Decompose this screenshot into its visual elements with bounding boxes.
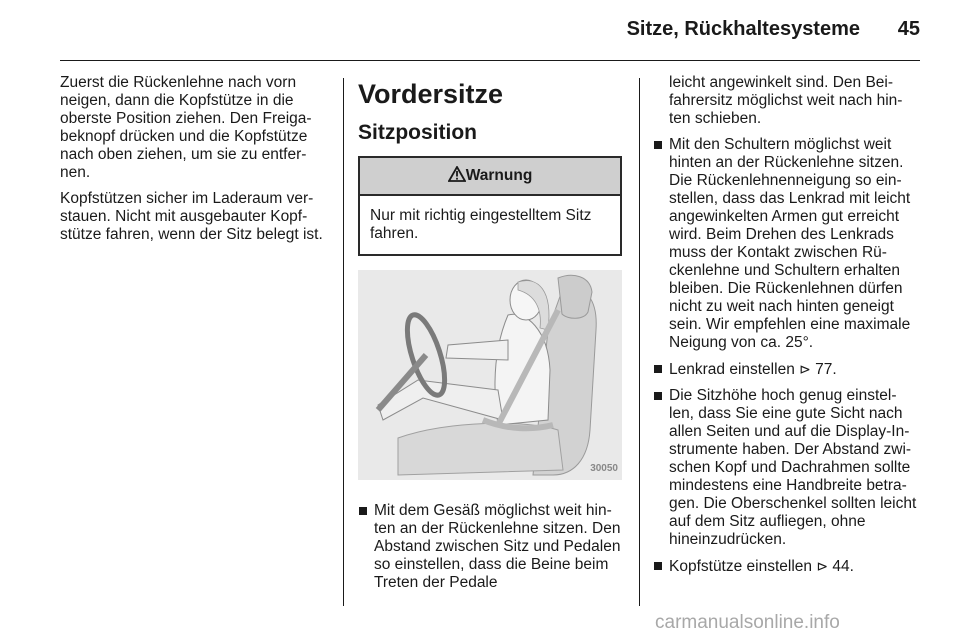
seating-position-illustration — [358, 270, 622, 480]
list-item-steering-wheel — [653, 360, 921, 379]
list-item: Die Sitzhöhe hoch genug einstel-len, dass Sie eine gute Sicht nach allen Seiten und auf die Display-In-strumente haben. Der Abstand zwi-schen Kopf und Dachrahmen sollte mindestens eine Handbreite betra-gen. Die Oberschenkel sollten leicht auf dem Sitz aufliegen, ohne hineinzudrücken. — [653, 387, 921, 549]
seating-instructions-list-continued — [653, 136, 921, 576]
warning-text: Nur mit richtig eingestelltem Sitz fahren. — [370, 207, 592, 242]
list-item-headrest — [653, 557, 921, 576]
page-reference-link[interactable]: 44. — [832, 558, 854, 575]
list-item: Mit dem Gesäß möglichst weit hin-ten an der Rückenlehne sitzen. Den Abstand zwischen Sitz und Pedalen so einstellen, dass die Beine beim Treten der Pedale — [358, 502, 626, 592]
warning-box — [358, 156, 622, 256]
page-reference-icon: ⊳ — [816, 558, 829, 574]
list-item-text: Lenkrad einstellen — [669, 361, 795, 378]
driver-seat-drawing — [358, 270, 622, 480]
page-reference-icon: ⊳ — [799, 361, 811, 377]
column-2 — [358, 74, 626, 600]
column-1 — [60, 74, 328, 252]
list-item-continuation: leicht angewinkelt sind. Den Bei-fahrersitz möglichst weit nach hin-ten schieben. — [669, 74, 903, 127]
figure-number: 30050 — [590, 463, 618, 474]
seating-instructions-list — [358, 502, 626, 592]
warning-header — [360, 158, 620, 196]
watermark: carmanualsonline.info — [655, 612, 840, 633]
subsection-heading: Sitzposition — [358, 121, 477, 144]
page-header-title: Sitze, Rückhaltesysteme — [626, 18, 860, 40]
list-item: Mit den Schultern möglichst weit hinten an der Rückenlehne sitzen. Die Rückenlehnenneigung so ein-stellen, dass das Lenkrad mit leicht angewinkelten Armen gut erreicht wird. Beim Drehen des Lenkrads muss der Kontakt zwischen Rü-ckenlehne und Schultern erhalten bleiben. Die Rückenlehnen dürfen nicht zu weit nach hinten geneigt sein. Wir empfehlen eine maximale Neigung von ca. 25°. — [653, 136, 921, 352]
warning-title: Warnung — [465, 167, 533, 184]
paragraph-headrest-storage: Kopfstützen sicher im Laderaum ver-stauen. Nicht mit ausgebauter Kopf-stütze fahren, wenn der Sitz belegt ist. — [60, 190, 323, 243]
warning-triangle-icon — [448, 166, 466, 182]
page-reference-link[interactable]: 77. — [815, 361, 837, 378]
column-divider-left — [343, 78, 344, 606]
page-number: 45 — [897, 18, 920, 40]
paragraph-headrest-removal: Zuerst die Rückenlehne nach vorn neigen, dann die Kopfstütze in die oberste Position ziehen. Den Freiga-beknopf drücken und die Kopfstütze nach oben ziehen, um sie zu entfer-nen. — [60, 74, 312, 181]
list-item-text: Kopfstütze einstellen — [669, 558, 813, 575]
column-3 — [653, 74, 921, 584]
header-rule — [60, 60, 920, 61]
section-heading: Vordersitze — [358, 79, 504, 109]
column-divider-right — [639, 78, 640, 606]
